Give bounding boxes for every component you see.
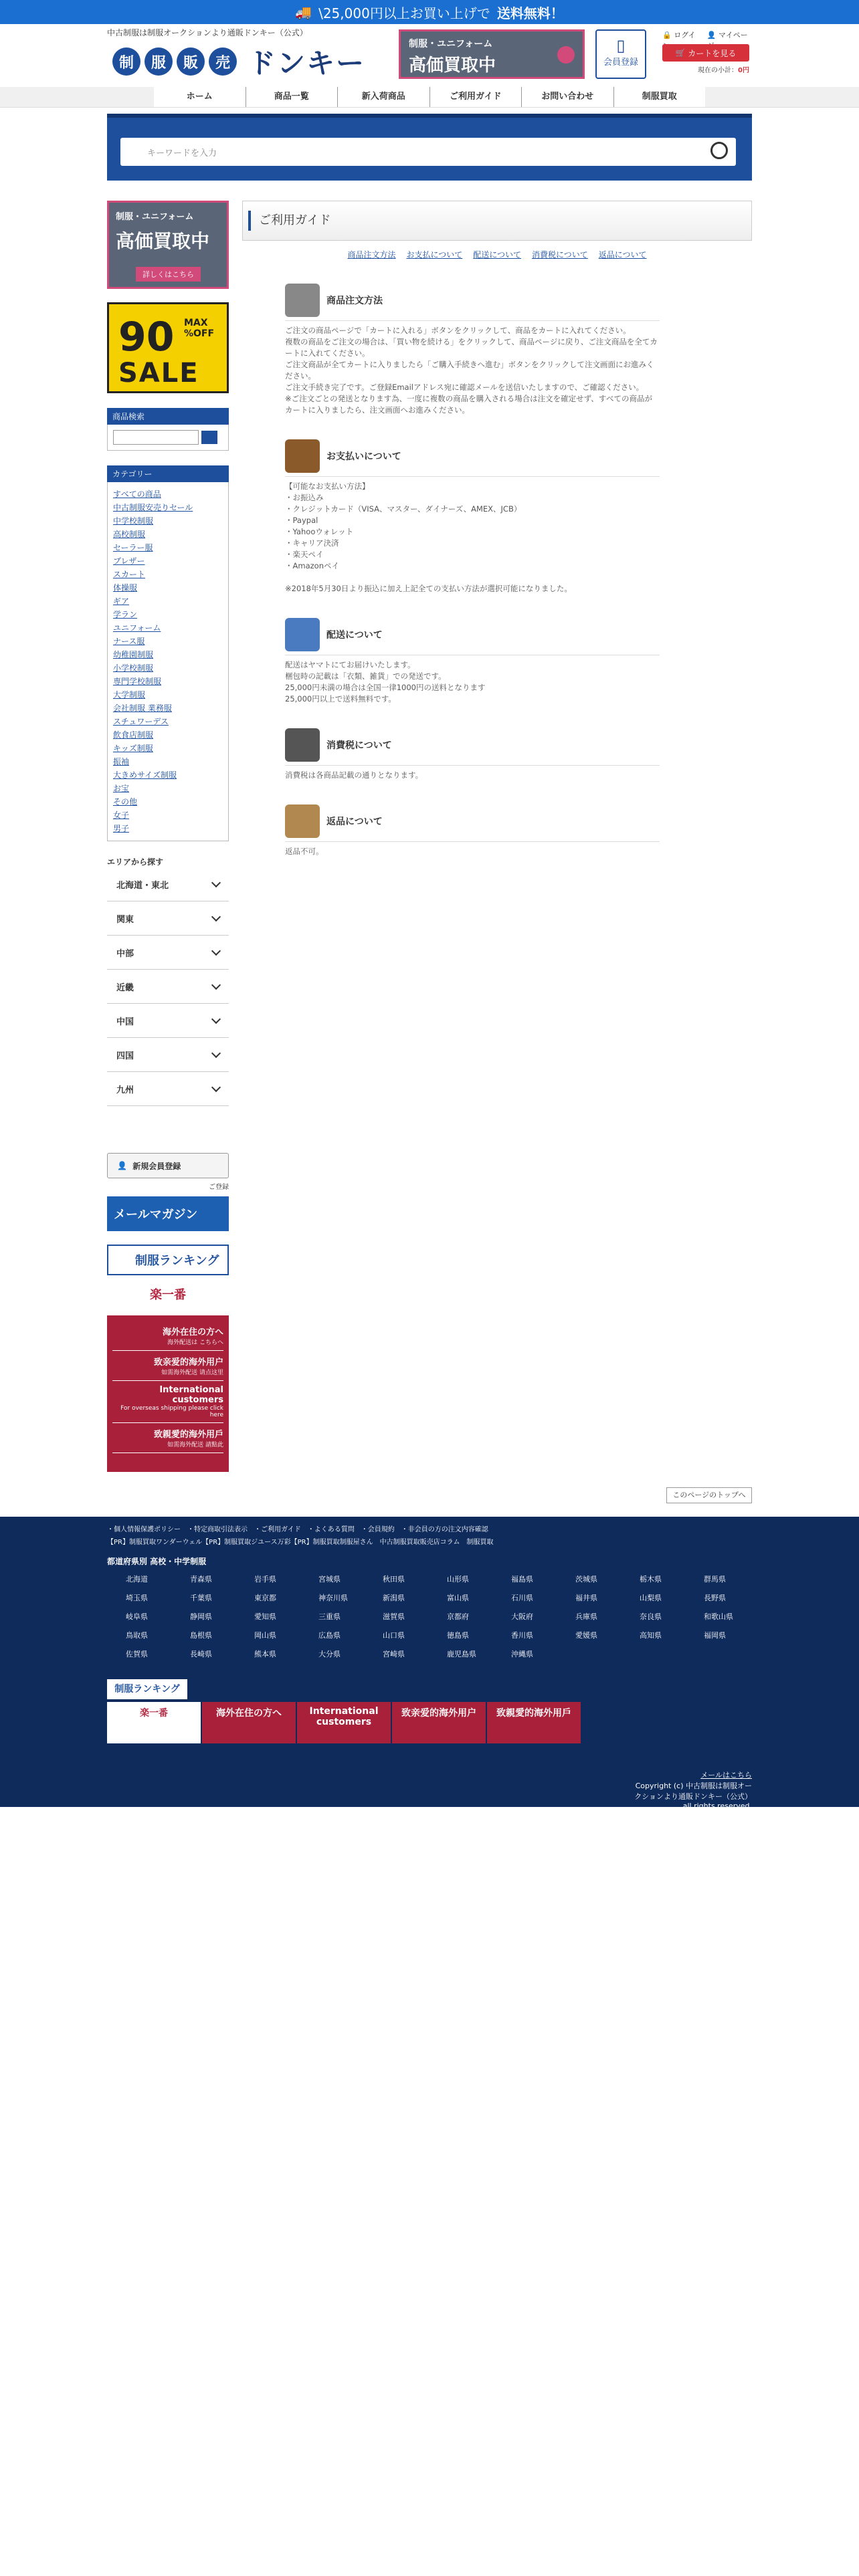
category-link[interactable]: 中古制服安売りセール: [113, 503, 193, 512]
international-sub: 如需海外配送 請點此: [167, 1442, 223, 1448]
prefecture-link[interactable]: 青森県: [190, 1575, 212, 1584]
product-search-input[interactable]: [113, 430, 199, 445]
international-item[interactable]: [112, 1381, 223, 1423]
footer-banner[interactable]: 致親愛的海外用戶: [487, 1702, 581, 1743]
prefecture-grid: [107, 1574, 752, 1659]
international-title: 致親愛的海外用戶: [153, 1430, 223, 1440]
member-register-label: 会員登録: [603, 58, 638, 68]
prefecture-link[interactable]: 徳島県: [447, 1631, 469, 1640]
international-item[interactable]: [112, 1423, 223, 1453]
new-member-button[interactable]: [107, 1153, 229, 1178]
area-item[interactable]: [107, 1004, 229, 1038]
footer-banners: [107, 1702, 752, 1743]
international-item[interactable]: [112, 1321, 223, 1351]
mail-link[interactable]: メールはこちら: [700, 1771, 752, 1780]
buyback-banner[interactable]: [399, 29, 585, 79]
prefecture-link[interactable]: 福井県: [575, 1594, 597, 1602]
product-search-box: [107, 425, 229, 451]
prefecture-heading: 都道府県別 高校・中学制服: [107, 1557, 207, 1566]
chevron-down-icon: [211, 912, 221, 922]
guide-anchor-link[interactable]: お支払について: [406, 250, 463, 259]
area-item[interactable]: [107, 1072, 229, 1106]
prefecture-link[interactable]: 群馬県: [704, 1575, 726, 1584]
logo-brand: ドンキー: [248, 47, 366, 80]
footer-ranking-banner[interactable]: [107, 1679, 187, 1699]
footer-ranking-label: 制服ランキング: [114, 1684, 180, 1695]
register-sub-label: ご登録: [209, 1184, 229, 1191]
prefecture-link[interactable]: 静岡県: [190, 1612, 212, 1621]
prefecture-link[interactable]: 大阪府: [511, 1612, 533, 1621]
guide-section: [285, 801, 660, 857]
cart-total: [662, 64, 749, 74]
international-item[interactable]: [112, 1351, 223, 1381]
category-link[interactable]: 高校制服: [113, 530, 146, 539]
cart-total-label: 現在の小計：: [698, 67, 739, 74]
nav-contact[interactable]: お問い合わせ: [522, 87, 614, 107]
nav-products[interactable]: 商品一覧: [246, 87, 339, 107]
logo-char: 販: [177, 47, 205, 76]
area-label: 九州: [116, 1085, 134, 1095]
sidebar-banner-line1: 制服・ユニフォーム: [116, 212, 194, 222]
category-link[interactable]: 大学制服: [113, 690, 146, 700]
area-label: 中部: [116, 948, 134, 959]
footer-pr-links[interactable]: 【PR】制服買取ワンダーウェル【PR】制服買取ジユース万彩【PR】制服買取制服屋さん 中古制服買取販売店コラム 制服買取: [107, 1539, 494, 1546]
prefecture-link[interactable]: 宮城県: [318, 1575, 341, 1584]
nav-guide[interactable]: ご利用ガイド: [430, 87, 522, 107]
cart-button[interactable]: [662, 44, 749, 62]
prefecture-link[interactable]: 富山県: [447, 1594, 469, 1602]
prefecture-link[interactable]: 高知県: [640, 1631, 662, 1640]
category-link[interactable]: その他: [113, 797, 138, 807]
guide-section-heading: [285, 436, 660, 477]
ranking-label: 制服ランキング: [135, 1254, 219, 1268]
mypage-label: マイペー: [719, 31, 748, 39]
product-search-button[interactable]: [201, 431, 217, 444]
category-link[interactable]: 男子: [113, 824, 130, 833]
login-label: ログイ: [674, 31, 696, 39]
category-link[interactable]: 大きめサイズ制服: [113, 770, 177, 780]
logo-char: 制: [112, 47, 140, 76]
prefecture-link[interactable]: 山口県: [383, 1631, 405, 1640]
category-link[interactable]: 体操服: [113, 583, 138, 593]
prefecture-link[interactable]: 福島県: [511, 1575, 533, 1584]
area-item[interactable]: [107, 1038, 229, 1072]
chevron-down-icon: [211, 980, 221, 990]
guide-section: [285, 280, 660, 416]
guide-section-title: 消費税について: [326, 740, 392, 751]
rakuten-label: 楽一番: [150, 1288, 186, 1302]
international-title: 海外在住の方へ: [162, 1327, 223, 1337]
area-label: 中国: [116, 1016, 134, 1027]
category-link[interactable]: お宝: [113, 784, 130, 793]
guide-section-title: お支払いについて: [326, 451, 401, 462]
door-icon: ▯: [616, 36, 626, 55]
category-link[interactable]: 専門学校制服: [113, 677, 162, 686]
prefecture-link[interactable]: 岡山県: [254, 1631, 276, 1640]
chevron-down-icon: [211, 1014, 221, 1024]
chevron-down-icon: [211, 946, 221, 956]
prefecture-link[interactable]: 茨城県: [575, 1575, 597, 1584]
prefecture-link[interactable]: 東京都: [254, 1594, 276, 1602]
category-heading: カテゴリー: [107, 465, 229, 482]
guide-section-heading: [285, 615, 660, 655]
copyright: Copyright (c) 中古制服は制服オークションより通販ドンキー（公式）all rights reserved.: [634, 1782, 752, 1810]
prefecture-link[interactable]: 愛媛県: [575, 1631, 597, 1640]
category-link[interactable]: 会社制服 業務服: [113, 704, 172, 713]
footer-banner[interactable]: 楽一番: [107, 1702, 201, 1743]
prefecture-link[interactable]: 奈良県: [640, 1612, 662, 1621]
category-link[interactable]: 学ラン: [113, 610, 138, 619]
prefecture-link[interactable]: 石川県: [511, 1594, 533, 1602]
category-link[interactable]: すべての商品: [113, 490, 161, 499]
guide-section-title: 商品注文方法: [326, 296, 383, 306]
guide-section-text: 【可能なお支払い方法】 ・お振込み ・クレジットカード（VISA、マスター、ダイナーズ、AMEX、JCB） ・Paypal ・Yahooウォレット ・キャリア決済 ・楽天ペイ ・Amazonペイ ※2018年5月30日より振込に加え上記全ての支払い方法が選択可能になりました。: [285, 481, 572, 593]
category-link[interactable]: 振袖: [113, 757, 130, 766]
guide-section: [285, 615, 660, 705]
footer-banner[interactable]: International customers: [297, 1702, 391, 1743]
guide-section-title: 返品について: [326, 817, 383, 827]
buyback-banner-line1: 制服・ユニフォーム: [409, 39, 493, 49]
footer: [0, 1517, 859, 1810]
area-item[interactable]: [107, 936, 229, 970]
user-icon: 👤: [117, 1161, 133, 1170]
prefecture-link[interactable]: 千葉県: [190, 1594, 212, 1602]
guide-anchor-link[interactable]: 消費税について: [532, 250, 588, 259]
prefecture-link[interactable]: 滋賀県: [383, 1612, 405, 1621]
prefecture-link[interactable]: 佐賀県: [126, 1650, 148, 1658]
prefecture-link[interactable]: 北海道: [126, 1575, 148, 1584]
wallet-icon: [285, 439, 320, 473]
prefecture-link[interactable]: 栃木県: [640, 1575, 662, 1584]
area-list: [107, 867, 229, 1106]
sale-word: SALE: [118, 358, 199, 389]
prefecture-link[interactable]: 岩手県: [254, 1575, 276, 1584]
page-top-label: このページのトップへ: [672, 1491, 746, 1499]
nav-new[interactable]: 新入荷商品: [338, 87, 430, 107]
category-link[interactable]: スチュワーデス: [113, 717, 169, 726]
category-link[interactable]: 女子: [113, 811, 130, 820]
prefecture-link[interactable]: 山梨県: [640, 1594, 662, 1602]
prefecture-link[interactable]: 和歌山県: [704, 1612, 733, 1621]
prefecture-link[interactable]: 京都府: [447, 1612, 469, 1621]
footer-links[interactable]: ・個人情報保護ポリシー ・特定商取引法表示 ・ご利用ガイド ・よくある質問 ・会員規約 ・非会員の方の注文内容確認: [107, 1526, 488, 1533]
shipping-banner: [0, 0, 859, 24]
mypage-link[interactable]: 👤 マイペー: [707, 29, 752, 51]
sale-number: 90: [118, 314, 175, 360]
guide-section-text: 返品不可。: [285, 847, 324, 856]
prefecture-link[interactable]: 愛知県: [254, 1612, 276, 1621]
category-link[interactable]: ギア: [113, 597, 130, 606]
footer-banner[interactable]: 致亲爱的海外用户: [392, 1702, 486, 1743]
prefecture-link[interactable]: 大分県: [318, 1650, 341, 1658]
buyback-banner-line2: 高価買取中: [409, 56, 496, 76]
free-shipping-text: 送料無料！: [496, 5, 564, 21]
guide-section-text: 消費税は各商品記載の通りとなります。: [285, 770, 423, 780]
calculator-icon: [285, 728, 320, 762]
login-link[interactable]: 🔒 ログイ: [662, 29, 700, 51]
guide-anchor-link[interactable]: 配送について: [473, 250, 521, 259]
footer-banner[interactable]: 海外在住の方へ: [202, 1702, 296, 1743]
chevron-down-icon: [211, 1049, 221, 1058]
nav-buyback[interactable]: 制服買取: [642, 92, 677, 102]
prefecture-link[interactable]: 兵庫県: [575, 1612, 597, 1621]
search-input[interactable]: [120, 138, 736, 166]
international-title: 致亲爱的海外用户: [153, 1358, 223, 1368]
category-link[interactable]: キッズ制服: [113, 744, 153, 753]
sidebar-banner-line2: 高価買取中: [116, 230, 210, 252]
international-sub: 海外配送は こちらへ: [167, 1339, 223, 1346]
area-label: 関東: [116, 914, 134, 925]
chevron-down-icon: [211, 878, 221, 887]
guide-anchor-link[interactable]: 商品注文方法: [347, 250, 396, 259]
prefecture-link[interactable]: 鳥取県: [126, 1631, 148, 1640]
search-icon[interactable]: [710, 142, 728, 159]
area-label: 北海道・東北: [116, 880, 169, 891]
area-item[interactable]: [107, 970, 229, 1004]
prefecture-link[interactable]: 長野県: [704, 1594, 726, 1602]
chevron-down-icon: [211, 1083, 221, 1092]
prefecture-link[interactable]: 沖縄県: [511, 1650, 533, 1658]
category-link[interactable]: 飲食店制服: [113, 730, 154, 740]
area-item[interactable]: [107, 867, 229, 901]
global-nav: [0, 87, 859, 108]
guide-section-text: 配送はヤマトにてお届けいたします。 梱包時の記載は「衣類、雑貨」での発送です。 25,000円未満の場合は全国一律1000円の送料となります 25,000円以上で送料無料です。: [285, 660, 486, 704]
area-label: 四国: [116, 1051, 134, 1061]
category-link[interactable]: ブレザー: [113, 556, 145, 566]
new-member-label: 新規会員登録: [132, 1161, 181, 1171]
area-title: エリアから探す: [107, 857, 164, 867]
category-link[interactable]: ユニフォーム: [113, 623, 161, 633]
international-sub: 如需海外配送 请点这里: [161, 1370, 223, 1376]
category-link[interactable]: スカート: [113, 570, 146, 579]
guide-section-heading: [285, 801, 660, 842]
prefecture-link[interactable]: 神奈川県: [318, 1594, 348, 1602]
page-top-button[interactable]: [666, 1487, 752, 1503]
prefecture-link[interactable]: 香川県: [511, 1631, 533, 1640]
category-link[interactable]: 中学校制服: [113, 516, 154, 526]
box-icon: [285, 804, 320, 838]
truck-icon: 🚚: [295, 4, 312, 20]
cart-label: カートを見る: [688, 48, 737, 58]
prefecture-link[interactable]: 島根県: [190, 1631, 212, 1640]
area-item[interactable]: [107, 901, 229, 936]
guide-section-heading: [285, 725, 660, 766]
category-link[interactable]: 幼稚園制服: [113, 650, 154, 659]
prefecture-link[interactable]: 埼玉県: [126, 1594, 148, 1602]
sale-banner[interactable]: [107, 302, 229, 393]
guide-section-heading: [285, 280, 660, 321]
ranking-banner[interactable]: [107, 1245, 229, 1275]
area-label: 近畿: [116, 982, 134, 993]
register-sub-link[interactable]: [107, 1181, 229, 1191]
international-title: International customers: [159, 1385, 223, 1405]
sidebar: [107, 201, 229, 1472]
guide-section-text: ご注文の商品ページで「カートに入れる」ボタンをクリックして、商品をカートに入れてください。 複数の商品をご注文の場合は、「買い物を続ける」をクリックして、商品ページに戻り、ご注文商品を全てカートに入れてください。 ご注文商品が全てカートに入りましたら「ご購入手続きへ進む」ボタンをクリックして注文画面にお進みください。 ご注文手続き完了です。ご登録Emailアドレス宛に確認メールを送信いたしますので、ご確認ください。 ※ご注文ごとの発送となります為、一度に複数の商品を購入される場合は注文を確定せず、すべての商品がカートに入りましたら、注文画面へお進みください。: [285, 326, 658, 415]
main-content: [242, 201, 752, 857]
member-register-button[interactable]: [595, 29, 646, 79]
logo-char: 服: [145, 47, 173, 76]
prefecture-link[interactable]: 長崎県: [190, 1650, 212, 1658]
category-link[interactable]: 小学校制服: [113, 663, 154, 673]
prefecture-link[interactable]: 岐阜県: [126, 1612, 148, 1621]
cart-icon: [285, 284, 320, 317]
sidebar-buyback-banner[interactable]: [107, 201, 229, 289]
truck-icon: [285, 618, 320, 651]
mail-magazine-label: メールマガジン: [114, 1208, 198, 1222]
guide-section: [285, 436, 660, 595]
page-title: ご利用ガイド: [242, 201, 752, 241]
play-icon: [557, 46, 575, 64]
prefecture-link[interactable]: 鹿児島県: [447, 1650, 476, 1658]
international-sub: For overseas shipping please click here: [120, 1405, 223, 1418]
prefecture-link[interactable]: 熊本県: [254, 1650, 276, 1658]
prefecture-link[interactable]: 秋田県: [383, 1575, 405, 1584]
guide-anchor-links: [242, 249, 752, 260]
category-link[interactable]: ナース服: [113, 637, 145, 646]
guide-anchor-link[interactable]: 返品について: [598, 250, 647, 259]
sale-max: MAX %OFF: [184, 318, 215, 339]
rakuten-banner[interactable]: [107, 1282, 229, 1309]
site-logo[interactable]: [112, 41, 365, 82]
guide-section: [285, 725, 660, 781]
category-list: [107, 482, 229, 841]
logo-char: 売: [209, 47, 237, 76]
cart-icon: 🛒: [675, 48, 688, 58]
international-banner[interactable]: [107, 1315, 229, 1472]
prefecture-link[interactable]: 三重県: [318, 1612, 341, 1621]
prefecture-link[interactable]: 福岡県: [704, 1631, 726, 1640]
sidebar-banner-line3: 詳しくはこちら: [136, 267, 201, 282]
search-panel: [107, 114, 752, 181]
prefecture-link[interactable]: 山形県: [447, 1575, 469, 1584]
mail-magazine-banner[interactable]: [107, 1196, 229, 1231]
prefecture-link[interactable]: 宮崎県: [383, 1650, 405, 1658]
guide-section-title: 配送について: [326, 630, 383, 641]
prefecture-link[interactable]: 新潟県: [383, 1594, 405, 1602]
nav-home[interactable]: ホーム: [154, 87, 246, 107]
product-search-heading: 商品検索: [107, 408, 229, 425]
search-placeholder: キーワードを入力: [147, 148, 217, 158]
tagline: 中古制服は制服オークションより通販ドンキー（公式）: [107, 28, 308, 37]
cart-total-value: 0円: [738, 67, 749, 74]
category-link[interactable]: セーラー服: [113, 543, 153, 552]
shipping-text: \25,000円以上お買い上げで: [318, 5, 490, 21]
prefecture-link[interactable]: 広島県: [318, 1631, 341, 1640]
